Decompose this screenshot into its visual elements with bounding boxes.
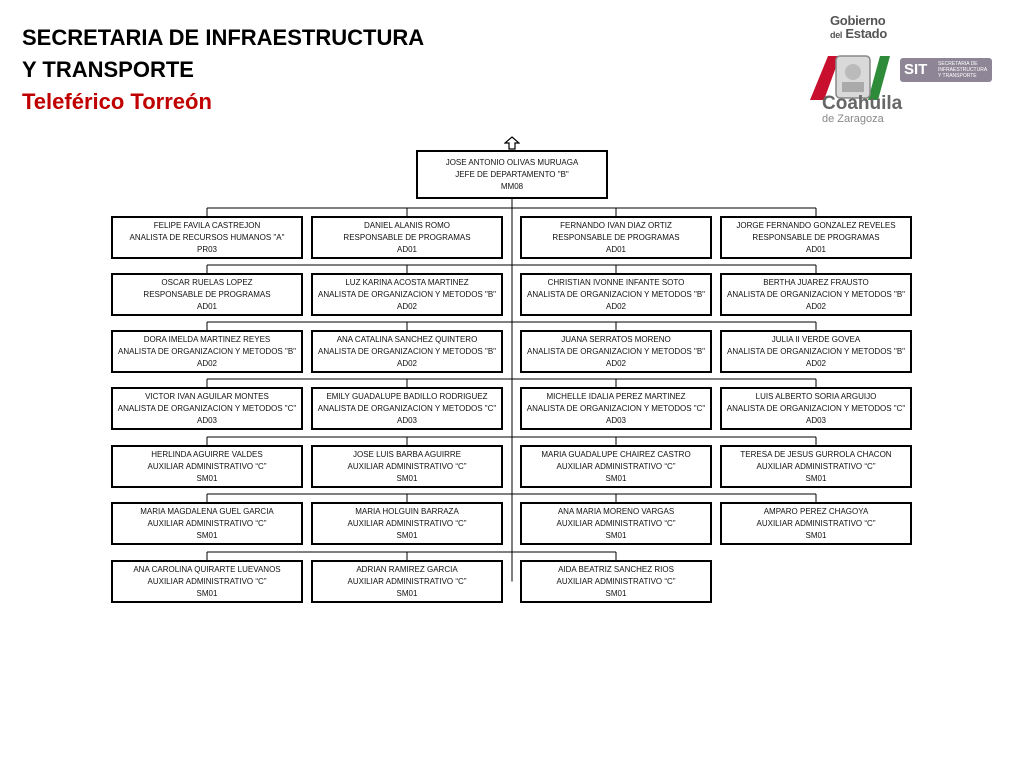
staff-box bbox=[720, 387, 912, 430]
box-name: ANA MARIA MORENO VARGAS bbox=[557, 506, 675, 516]
staff-box bbox=[720, 502, 912, 545]
box-name: MICHELLE IDALIA PEREZ MARTINEZ bbox=[546, 391, 686, 401]
staff-box bbox=[311, 273, 503, 316]
box-code: SM01 bbox=[396, 588, 418, 598]
box-name: JUANA SERRATOS MORENO bbox=[561, 334, 671, 344]
staff-box bbox=[311, 330, 503, 373]
box-role: AUXILIAR ADMINISTRATIVO “C” bbox=[147, 576, 267, 586]
box-name: LUZ KARINA ACOSTA MARTINEZ bbox=[345, 277, 469, 287]
box-code: SM01 bbox=[396, 530, 418, 540]
sit-sub-1: SECRETARIA DE bbox=[938, 61, 978, 67]
box-name: JORGE FERNANDO GONZALEZ REVELES bbox=[736, 220, 896, 230]
box-role: AUXILIAR ADMINISTRATIVO “C” bbox=[756, 461, 876, 471]
box-role: AUXILIAR ADMINISTRATIVO “C” bbox=[347, 576, 467, 586]
box-code: AD03 bbox=[805, 415, 826, 425]
box-role: ANALISTA DE ORGANIZACION Y METODOS "B" bbox=[117, 346, 296, 356]
box-code: MM08 bbox=[500, 181, 524, 191]
box-name: JOSE ANTONIO OLIVAS MURUAGA bbox=[445, 157, 579, 167]
staff-box bbox=[720, 273, 912, 316]
box-code: AD02 bbox=[605, 358, 626, 368]
box-role: AUXILIAR ADMINISTRATIVO “C” bbox=[556, 518, 676, 528]
box-role: RESPONSABLE DE PROGRAMAS bbox=[552, 232, 680, 242]
box-code: AD01 bbox=[805, 244, 826, 254]
logo-gobierno: Gobierno bbox=[830, 13, 886, 28]
staff-box bbox=[520, 216, 712, 259]
box-code: SM01 bbox=[605, 473, 627, 483]
box-code: AD03 bbox=[196, 415, 217, 425]
box-role: AUXILIAR ADMINISTRATIVO “C” bbox=[347, 518, 467, 528]
logo-estado: Estado bbox=[845, 26, 887, 41]
box-role: ANALISTA DE ORGANIZACION Y METODOS "B" bbox=[526, 346, 705, 356]
box-role: ANALISTA DE RECURSOS HUMANOS "A" bbox=[129, 232, 285, 242]
box-role: AUXILIAR ADMINISTRATIVO “C” bbox=[347, 461, 467, 471]
box-code: SM01 bbox=[605, 530, 627, 540]
box-code: AD02 bbox=[196, 358, 217, 368]
box-name: MARIA GUADALUPE CHAIREZ CASTRO bbox=[541, 449, 691, 459]
staff-box bbox=[720, 445, 912, 488]
box-code: AD01 bbox=[196, 301, 217, 311]
staff-box bbox=[520, 560, 712, 603]
logo-del: del bbox=[830, 30, 843, 40]
box-code: AD01 bbox=[605, 244, 626, 254]
box-code: SM01 bbox=[605, 588, 627, 598]
box-name: FERNANDO IVAN DIAZ ORTIZ bbox=[560, 220, 672, 230]
box-role: RESPONSABLE DE PROGRAMAS bbox=[143, 289, 271, 299]
box-role: AUXILIAR ADMINISTRATIVO “C” bbox=[756, 518, 876, 528]
staff-box bbox=[111, 216, 303, 259]
box-name: DANIEL ALANIS ROMO bbox=[364, 220, 450, 230]
box-code: AD02 bbox=[805, 301, 826, 311]
staff-box bbox=[520, 273, 712, 316]
box-name: VICTOR IVAN AGUILAR MONTES bbox=[145, 391, 269, 401]
staff-box bbox=[520, 502, 712, 545]
box-role: ANALISTA DE ORGANIZACION Y METODOS "C" bbox=[526, 403, 706, 413]
box-name: TERESA DE JESUS GURROLA CHACON bbox=[740, 449, 892, 459]
box-code: AD02 bbox=[396, 358, 417, 368]
staff-box bbox=[111, 330, 303, 373]
box-role: RESPONSABLE DE PROGRAMAS bbox=[752, 232, 880, 242]
staff-box bbox=[111, 502, 303, 545]
box-name: AMPARO PEREZ CHAGOYA bbox=[763, 506, 869, 516]
box-code: AD03 bbox=[605, 415, 626, 425]
staff-box bbox=[311, 445, 503, 488]
title-line-3: Teleférico Torreón bbox=[22, 89, 212, 114]
box-name: DORA IMELDA MARTINEZ REYES bbox=[143, 334, 271, 344]
box-name: MARIA HOLGUIN BARRAZA bbox=[355, 506, 459, 516]
box-name: JULIA II VERDE GOVEA bbox=[771, 334, 861, 344]
logo-zaragoza: de Zaragoza bbox=[822, 113, 884, 125]
staff-box bbox=[311, 216, 503, 259]
staff-box bbox=[720, 330, 912, 373]
box-name: EMILY GUADALUPE BADILLO RODRIGUEZ bbox=[326, 391, 488, 401]
box-code: SM01 bbox=[805, 473, 827, 483]
title-line-2: Y TRANSPORTE bbox=[22, 57, 194, 82]
staff-box bbox=[111, 445, 303, 488]
box-name: BERTHA JUAREZ FRAUSTO bbox=[763, 277, 869, 287]
title-line-1: SECRETARIA DE INFRAESTRUCTURA bbox=[22, 25, 425, 50]
box-role: ANALISTA DE ORGANIZACION Y METODOS "C" bbox=[726, 403, 906, 413]
box-role: ANALISTA DE ORGANIZACION Y METODOS "B" bbox=[317, 346, 496, 356]
box-code: AD02 bbox=[805, 358, 826, 368]
chief-box bbox=[416, 150, 608, 199]
box-role: ANALISTA DE ORGANIZACION Y METODOS "C" bbox=[117, 403, 297, 413]
sit-sub-2: INFRAESTRUCTURA bbox=[938, 67, 988, 73]
box-name: AIDA BEATRIZ SANCHEZ RIOS bbox=[558, 564, 674, 574]
box-code: SM01 bbox=[196, 530, 218, 540]
box-role: AUXILIAR ADMINISTRATIVO “C” bbox=[147, 461, 267, 471]
box-name: LUIS ALBERTO SORIA ARGUIJO bbox=[755, 391, 877, 401]
box-code: SM01 bbox=[196, 473, 218, 483]
box-code: AD02 bbox=[605, 301, 626, 311]
box-role: ANALISTA DE ORGANIZACION Y METODOS "B" bbox=[726, 346, 905, 356]
box-code: AD01 bbox=[396, 244, 417, 254]
box-role: ANALISTA DE ORGANIZACION Y METODOS "B" bbox=[726, 289, 905, 299]
box-role: RESPONSABLE DE PROGRAMAS bbox=[343, 232, 471, 242]
staff-box bbox=[111, 387, 303, 430]
staff-box bbox=[520, 330, 712, 373]
staff-box bbox=[311, 502, 503, 545]
staff-box bbox=[720, 216, 912, 259]
box-name: HERLINDA AGUIRRE VALDES bbox=[151, 449, 263, 459]
sit-label: SIT bbox=[904, 61, 928, 78]
box-role: AUXILIAR ADMINISTRATIVO “C” bbox=[147, 518, 267, 528]
staff-box bbox=[520, 445, 712, 488]
box-name: OSCAR RUELAS LOPEZ bbox=[161, 277, 253, 287]
box-code: AD02 bbox=[396, 301, 417, 311]
box-code: SM01 bbox=[396, 473, 418, 483]
box-role: JEFE DE DEPARTAMENTO "B" bbox=[455, 169, 569, 179]
box-name: ANA CAROLINA QUIRARTE LUEVANOS bbox=[133, 564, 281, 574]
box-name: CHRISTIAN IVONNE INFANTE SOTO bbox=[547, 277, 685, 287]
box-name: ADRIAN RAMIREZ GARCIA bbox=[356, 564, 458, 574]
box-code: PR03 bbox=[196, 244, 217, 254]
box-name: JOSE LUIS BARBA AGUIRRE bbox=[352, 449, 462, 459]
box-name: FELIPE FAVILA CASTREJON bbox=[153, 220, 261, 230]
box-role: ANALISTA DE ORGANIZACION Y METODOS "C" bbox=[317, 403, 497, 413]
box-code: AD03 bbox=[396, 415, 417, 425]
box-name: MARIA MAGDALENA GUEL GARCIA bbox=[140, 506, 274, 516]
sit-sub-3: Y TRANSPORTE bbox=[938, 73, 977, 79]
staff-box bbox=[311, 560, 503, 603]
box-name: ANA CATALINA SANCHEZ QUINTERO bbox=[336, 334, 478, 344]
box-role: AUXILIAR ADMINISTRATIVO “C” bbox=[556, 461, 676, 471]
box-role: ANALISTA DE ORGANIZACION Y METODOS "B" bbox=[317, 289, 496, 299]
box-code: SM01 bbox=[805, 530, 827, 540]
box-code: SM01 bbox=[196, 588, 218, 598]
staff-box bbox=[520, 387, 712, 430]
up-arrow-icon bbox=[504, 136, 520, 150]
staff-box bbox=[111, 560, 303, 603]
box-role: AUXILIAR ADMINISTRATIVO “C” bbox=[556, 576, 676, 586]
box-role: ANALISTA DE ORGANIZACION Y METODOS "B" bbox=[526, 289, 705, 299]
staff-box bbox=[311, 387, 503, 430]
logo-coahuila: Coahuila bbox=[822, 93, 903, 114]
staff-box bbox=[111, 273, 303, 316]
